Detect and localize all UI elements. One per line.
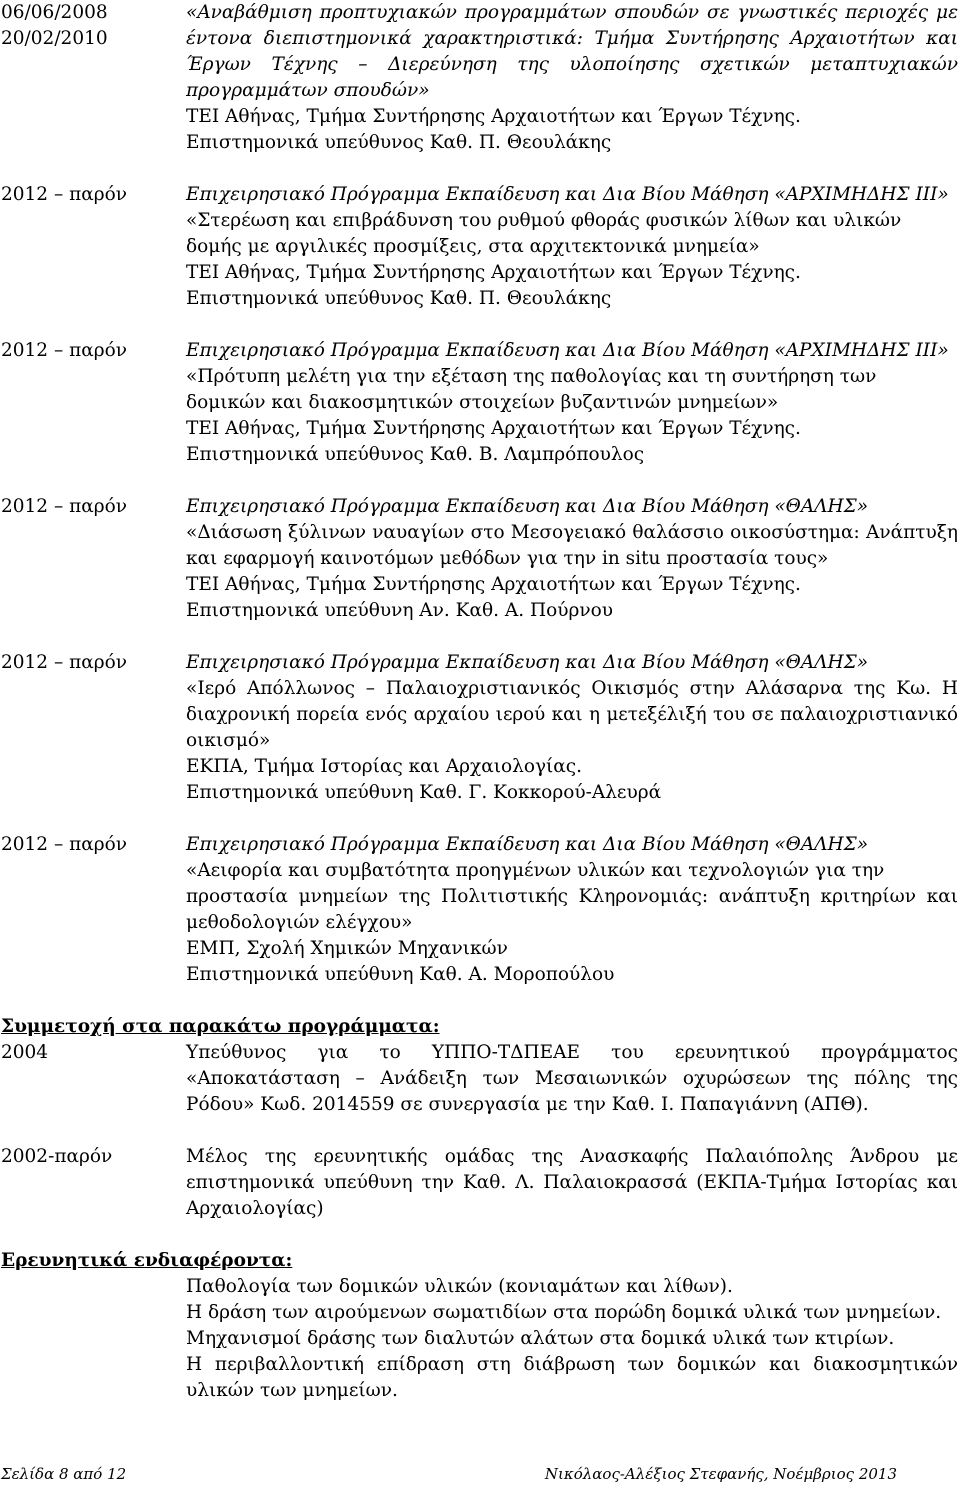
project-supervisor: Επιστημονικά υπεύθυνη Καθ. Γ. Κοκκορού-Αλευρά	[186, 782, 662, 803]
project-title-line: «Πρότυπη μελέτη για την εξέταση της παθολογίας και τη συντήρηση των	[186, 366, 877, 387]
project-details	[186, 650, 958, 806]
project-details	[186, 338, 958, 468]
footer-page-number: Σελίδα 8 από 12	[1, 1465, 127, 1483]
project-entry	[1, 650, 958, 806]
project-dates	[1, 338, 186, 468]
project-program: Επιχειρησιακό Πρόγραμμα Εκπαίδευση και Δια Βίου Μάθηση «ΘΑΛΗΣ»	[186, 834, 869, 855]
project-entry	[1, 0, 958, 156]
project-date-end: 20/02/2010	[1, 28, 108, 49]
participation-entry	[1, 1040, 958, 1118]
participation-line: Αρχαιολογίας)	[186, 1198, 324, 1219]
project-title-line: οικισμό»	[186, 730, 271, 751]
project-entry	[1, 832, 958, 988]
project-title-line: διαχρονική πορεία ενός αρχαίου ιερού και η μετεξέλιξή του σε παλαιοχριστιανικό	[186, 704, 958, 725]
project-period: 2012 – παρόν	[1, 652, 128, 673]
project-title-line: «Αναβάθμιση προπτυχιακών προγραμμάτων σπουδών σε γνωστικές περιοχές με	[186, 2, 958, 23]
project-institution: ΤΕΙ Αθήνας, Τμήμα Συντήρησης Αρχαιοτήτων και Έργων Τέχνης.	[186, 418, 801, 439]
project-title-line: «Διάσωση ξύλινων ναυαγίων στο Μεσογειακό θαλάσσιο οικοσύστημα: Ανάπτυξη	[186, 522, 958, 543]
project-dates	[1, 494, 186, 624]
cv-page	[1, 0, 958, 1404]
project-title-line: προγραμμάτων σπουδών»	[186, 80, 430, 101]
project-title-line: «Στερέωση και επιβράδυνση του ρυθμού φθοράς φυσικών λίθων και υλικών	[186, 210, 902, 231]
participation-line: «Αποκατάσταση – Ανάδειξη των Μεσαιωνικών οχυρώσεων της πόλης της	[186, 1068, 958, 1089]
project-details	[186, 0, 958, 156]
participation-entry	[1, 1144, 958, 1222]
participation-year: 2002-παρόν	[1, 1146, 113, 1167]
project-program: Επιχειρησιακό Πρόγραμμα Εκπαίδευση και Δια Βίου Μάθηση «ΘΑΛΗΣ»	[186, 652, 869, 673]
project-title-line: και εφαρμογή καινοτόμων μεθόδων για την in situ προστασία τους»	[186, 548, 829, 569]
project-details	[186, 182, 958, 312]
project-title-line: προστασία μνημείων της Πολιτιστικής Κληρονομιάς: ανάπτυξη κριτηρίων και	[186, 886, 958, 907]
project-program: Επιχειρησιακό Πρόγραμμα Εκπαίδευση και Δια Βίου Μάθηση «ΑΡΧΙΜΗΔΗΣ III»	[186, 340, 949, 361]
research-interests-list	[186, 1274, 958, 1404]
participation-line: Ρόδου» Κωδ. 2014559 σε συνεργασία με την Καθ. Ι. Παπαγιάννη (ΑΠΘ).	[186, 1094, 869, 1115]
project-dates	[1, 0, 186, 156]
participation-details	[186, 1144, 958, 1222]
project-period: 2012 – παρόν	[1, 834, 128, 855]
project-institution: ΤΕΙ Αθήνας, Τμήμα Συντήρησης Αρχαιοτήτων και Έργων Τέχνης.	[186, 574, 801, 595]
participation-heading: Συμμετοχή στα παρακάτω προγράμματα:	[1, 1016, 440, 1037]
project-supervisor: Επιστημονικά υπεύθυνη Αν. Καθ. Α. Πούρνου	[186, 600, 614, 621]
project-title-line: έντονα διεπιστημονικά χαρακτηριστικά: Τμήμα Συντήρησης Αρχαιοτήτων και	[186, 28, 958, 49]
research-interests-heading: Ερευνητικά ενδιαφέροντα:	[1, 1250, 293, 1271]
project-program: Επιχειρησιακό Πρόγραμμα Εκπαίδευση και Δια Βίου Μάθηση «ΘΑΛΗΣ»	[186, 496, 869, 517]
participation-line: Υπεύθυνος για το ΥΠΠΟ-ΤΔΠΕΑΕ του ερευνητικού προγράμματος	[186, 1042, 958, 1063]
participation-details	[186, 1040, 958, 1118]
project-details	[186, 832, 958, 988]
project-supervisor: Επιστημονικά υπεύθυνος Καθ. Β. Λαμπρόπουλος	[186, 444, 645, 465]
project-entry	[1, 494, 958, 624]
participation-dates	[1, 1040, 186, 1118]
project-institution: ΕΚΠΑ, Τμήμα Ιστορίας και Αρχαιολογίας.	[186, 756, 583, 777]
project-institution: ΕΜΠ, Σχολή Χημικών Μηχανικών	[186, 938, 508, 959]
participation-line: επιστημονικά υπεύθυνη την Καθ. Λ. Παλαιοκρασσά (ΕΚΠΑ-Τμήμα Ιστορίας και	[186, 1172, 958, 1193]
project-details	[186, 494, 958, 624]
research-interest-item: Η περιβαλλοντική επίδραση στη διάβρωση των δομικών και διακοσμητικών	[186, 1354, 958, 1375]
project-dates	[1, 832, 186, 988]
research-interest-item-continued: υλικών των μνημείων.	[186, 1380, 398, 1401]
project-title-line: «Αειφορία και συμβατότητα προηγμένων υλικών και τεχνολογιών για την	[186, 860, 885, 881]
footer-author-date: Νικόλαος-Αλέξιος Στεφανής, Νοέμβριος 2013	[544, 1465, 897, 1483]
project-supervisor: Επιστημονικά υπεύθυνη Καθ. Α. Μοροπούλου	[186, 964, 615, 985]
project-period: 2012 – παρόν	[1, 184, 128, 205]
project-period: 2012 – παρόν	[1, 496, 128, 517]
project-period: 2012 – παρόν	[1, 340, 128, 361]
project-supervisor: Επιστημονικά υπεύθυνος Καθ. Π. Θεουλάκης	[186, 288, 612, 309]
project-entry	[1, 182, 958, 312]
project-entry	[1, 338, 958, 468]
project-institution: ΤΕΙ Αθήνας, Τμήμα Συντήρησης Αρχαιοτήτων και Έργων Τέχνης.	[186, 106, 801, 127]
project-dates	[1, 182, 186, 312]
project-date-start: 06/06/2008	[1, 2, 108, 23]
project-title-line: δομής με αργιλικές προσμίξεις, στα αρχιτεκτονικά μνημεία»	[186, 236, 760, 257]
project-title-line: «Ιερό Απόλλωνος – Παλαιοχριστιανικός Οικισμός στην Αλάσαρνα της Κω. Η	[186, 678, 958, 699]
research-interest-item: Παθολογία των δομικών υλικών (κονιαμάτων και λίθων).	[186, 1276, 733, 1297]
research-interest-item: Η δράση των αιρούμενων σωματιδίων στα πορώδη δομικά υλικά των μνημείων.	[186, 1302, 942, 1323]
project-title-line: μεθοδολογιών ελέγχου»	[186, 912, 413, 933]
page-footer	[1, 1461, 897, 1487]
project-supervisor: Επιστημονικά υπεύθυνος Καθ. Π. Θεουλάκης	[186, 132, 612, 153]
project-program: Επιχειρησιακό Πρόγραμμα Εκπαίδευση και Δια Βίου Μάθηση «ΑΡΧΙΜΗΔΗΣ III»	[186, 184, 949, 205]
project-institution: ΤΕΙ Αθήνας, Τμήμα Συντήρησης Αρχαιοτήτων και Έργων Τέχνης.	[186, 262, 801, 283]
research-interest-item: Μηχανισμοί δράσης των διαλυτών αλάτων στα δομικά υλικά των κτιρίων.	[186, 1328, 895, 1349]
project-dates	[1, 650, 186, 806]
project-title-line: δομικών και διακοσμητικών στοιχείων βυζαντινών μνημείων»	[186, 392, 779, 413]
participation-dates	[1, 1144, 186, 1222]
participation-year: 2004	[1, 1042, 49, 1063]
project-title-line: Έργων Τέχνης – Διερεύνηση της υλοποίησης σχετικών μεταπτυχιακών	[186, 54, 958, 75]
participation-line: Μέλος της ερευνητικής ομάδας της Ανασκαφής Παλαιόπολης Άνδρου με	[186, 1146, 958, 1167]
